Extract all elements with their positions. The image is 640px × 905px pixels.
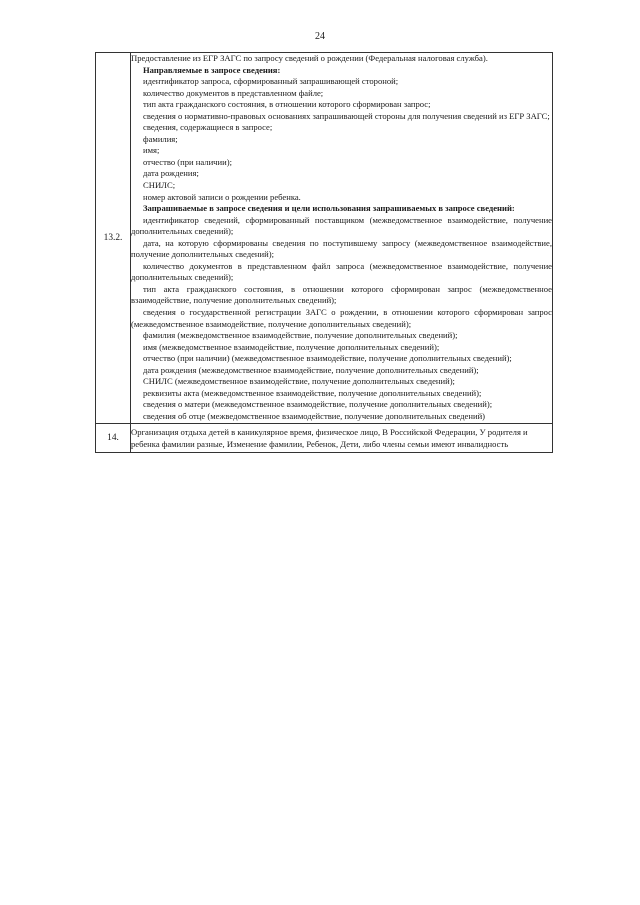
requested-fields-list — [131, 215, 552, 423]
table-row — [96, 53, 553, 424]
requested-field: сведения об отце (межведомственное взаимодействие, получение дополнительных сведений) — [143, 410, 486, 421]
requested-field: дата, на которую сформированы сведения по поступившему запросу (межведомственное взаимодействие, получение дополнительных сведений); — [131, 237, 552, 260]
table-row — [96, 423, 553, 452]
sent-field: СНИЛС; — [143, 180, 176, 191]
sent-field: номер актовой записи о рождении ребенка. — [143, 191, 301, 202]
requested-field: имя (межведомственное взаимодействие, получение дополнительных сведений); — [143, 341, 440, 352]
page-number: 24 — [315, 31, 325, 42]
requested-field: СНИЛС (межведомственное взаимодействие, получение дополнительных сведений); — [143, 376, 455, 387]
sent-fields-heading: Направляемые в запросе сведения: — [143, 64, 281, 75]
requested-field: фамилия (межведомственное взаимодействие, получение дополнительных сведений); — [143, 330, 458, 341]
requested-field: количество документов в представленном файл запроса (межведомственное взаимодействие, получение дополнительных сведений); — [131, 260, 552, 283]
sent-field: идентификатор запроса, сформированный запрашивающей стороной; — [143, 76, 399, 87]
requested-field: идентификатор сведений, сформированный поставщиком (межведомственное взаимодействие, получение дополнительных сведений); — [131, 214, 552, 237]
sent-field: сведения, содержащиеся в запросе; — [143, 122, 273, 133]
service-description: Организация отдыха детей в каникулярное время, физическое лицо, В Российской Федерации, У родителя и ребенка фамилии разные, Изменение фамилии, Ребенок, Дети, либо члены семьи имеют инвалидность — [131, 426, 528, 449]
sent-field: имя; — [143, 145, 160, 156]
sent-field: количество документов в представленном файле; — [143, 87, 324, 98]
service-description: Предоставление из ЕГР ЗАГС по запросу сведений о рождении (Федеральная налоговая служба). — [131, 53, 488, 63]
requested-fields-heading: Запрашиваемые в запросе сведения и цели использования запрашиваемых в запросе сведений: — [143, 203, 515, 214]
sent-field: дата рождения; — [143, 168, 199, 179]
sent-field: сведения о нормативно-правовых основаниях запрашивающей стороны для получения сведений из ЕГР ЗАГС; — [143, 110, 550, 121]
row-number: 13.2. — [96, 53, 131, 424]
requested-field: сведения о матери (межведомственное взаимодействие, получение дополнительных сведений); — [143, 399, 493, 410]
row-number: 14. — [96, 423, 131, 452]
services-table — [95, 52, 553, 453]
sent-field: фамилия; — [143, 133, 178, 144]
row-content — [131, 423, 553, 452]
requested-field: отчество (при наличии) (межведомственное взаимодействие, получение дополнительных сведений); — [143, 353, 512, 364]
sent-field: тип акта гражданского состояния, в отношении которого сформирован запрос; — [143, 99, 431, 110]
requested-field: сведения о государственной регистрации ЗАГС о рождении, в отношении которого сформирован запрос (межведомственное взаимодействие, получение дополнительных сведений); — [131, 307, 552, 329]
sent-fields-list — [131, 76, 552, 203]
requested-field: дата рождения (межведомственное взаимодействие, получение дополнительных сведений); — [143, 364, 479, 375]
sent-field: отчество (при наличии); — [143, 156, 232, 167]
row-content — [131, 53, 553, 424]
requested-field: тип акта гражданского состояния, в отношении которого сформирован запрос (межведомственное взаимодействие, получение дополнительных сведений); — [131, 283, 552, 306]
requested-field: реквизиты акта (межведомственное взаимодействие, получение дополнительных сведений); — [143, 387, 482, 398]
